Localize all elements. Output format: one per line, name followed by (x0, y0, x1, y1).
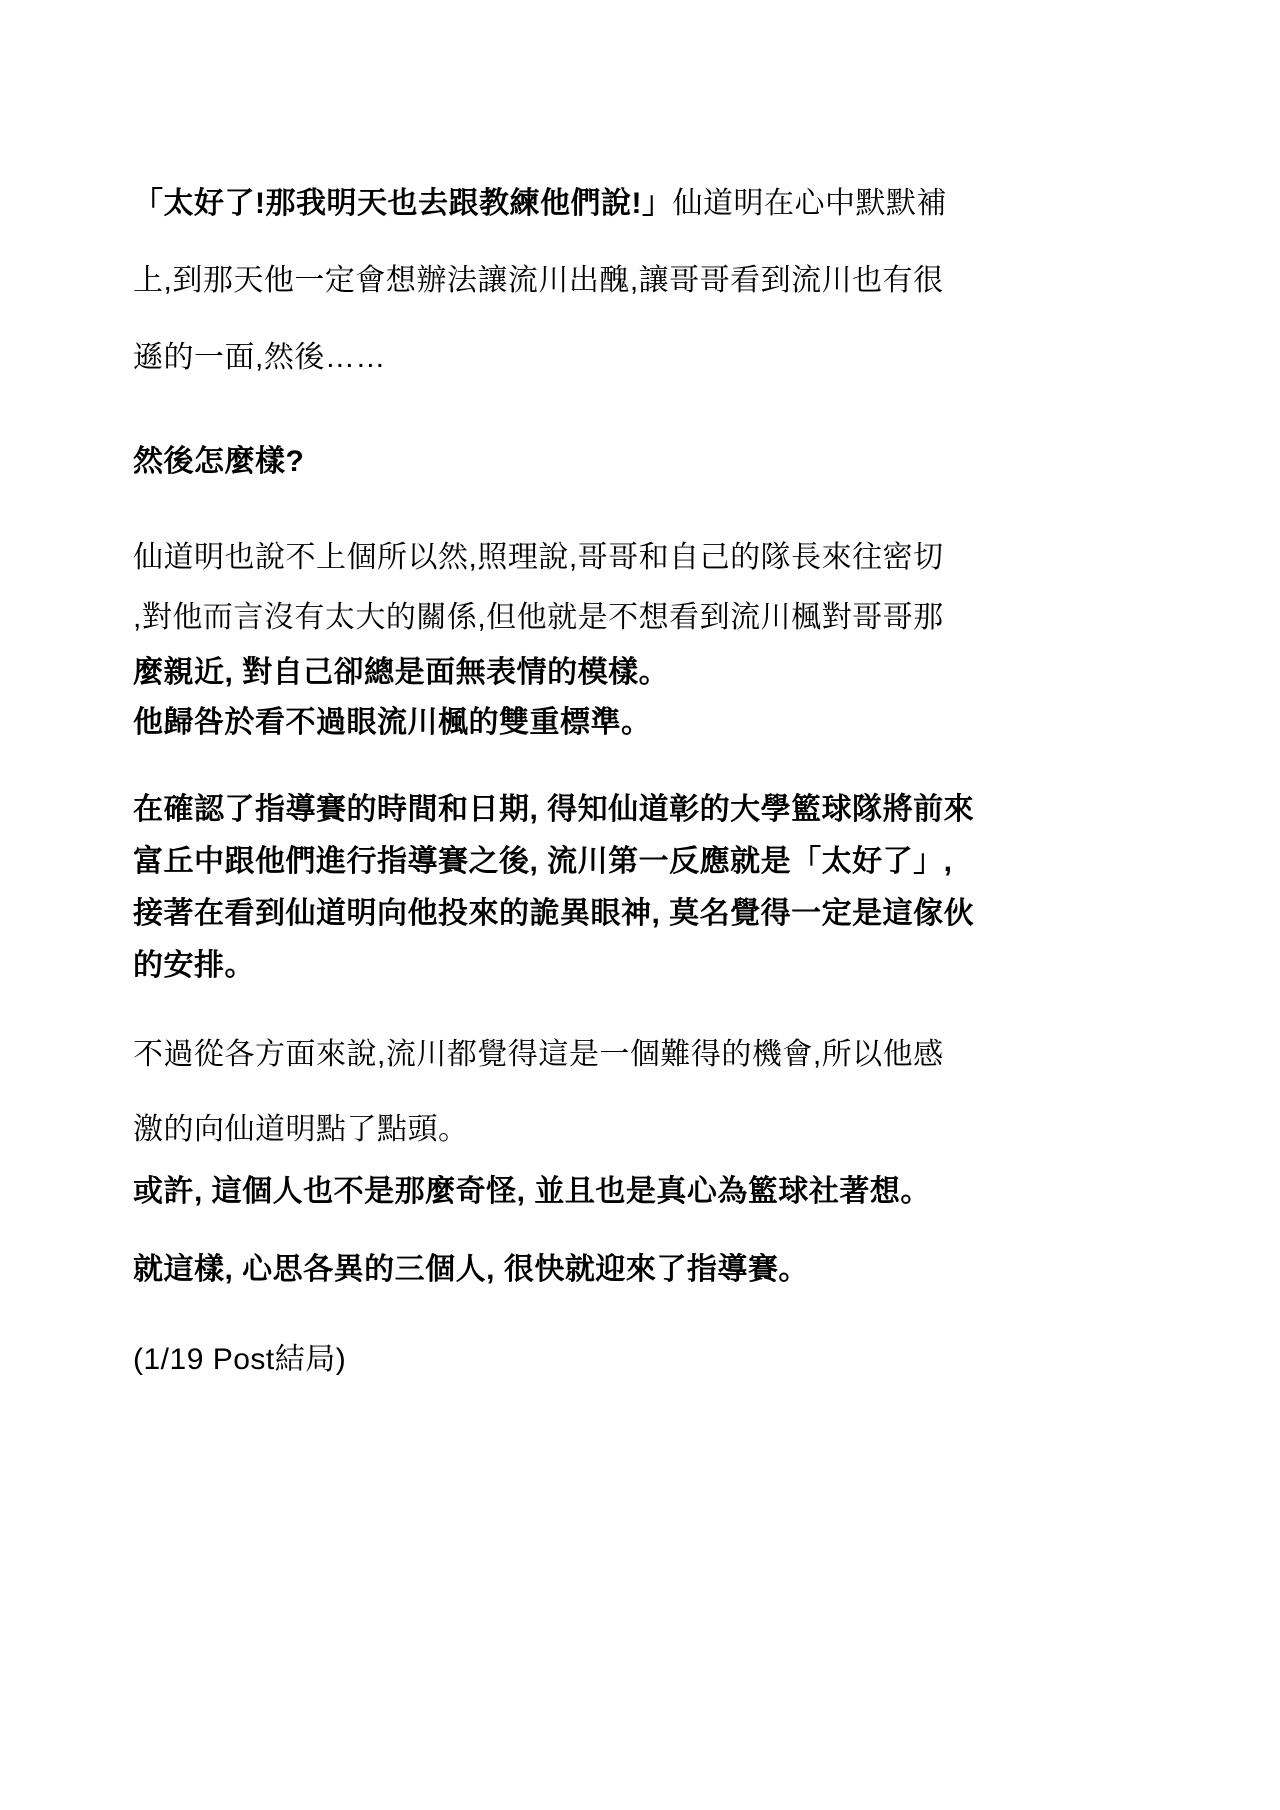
text-line (133, 242, 1013, 319)
text-run: 就這樣, 心思各異的三個人, 很快就迎來了指導賽。 (133, 1253, 809, 1286)
text-line (133, 940, 1013, 992)
text-run: 激的向仙道明點了點頭。 (133, 1113, 469, 1146)
paragraph (133, 437, 1013, 487)
text-run: 然後怎麼樣? (133, 445, 305, 478)
text-line (133, 888, 1013, 940)
text-run: 仙道明也說不上個所以然,照理說,哥哥和自己的隊長來往密切 (133, 541, 944, 574)
paragraph (133, 1017, 1013, 1217)
text-run: 在確認了指導賽的時間和日期, 得知仙道彰的大學籃球隊將前來 (133, 793, 975, 826)
text-line (133, 165, 1013, 242)
text-line (133, 437, 1013, 487)
text-line (133, 784, 1013, 836)
text-run: 遜的一面,然後…… (133, 341, 386, 374)
text-line (133, 836, 1013, 888)
text-run: 富丘中跟他們進行指導賽之後, 流川第一反應就是「太好了」, (133, 845, 953, 878)
paragraph (133, 1335, 1013, 1385)
text-line (133, 588, 1013, 648)
text-run: (1/19 Post結局) (133, 1343, 347, 1376)
text-line (133, 528, 1013, 588)
text-run: 麼親近, 對自己卻總是面無表情的模樣。 (133, 656, 670, 689)
text-run: 或許, 這個人也不是那麼奇怪, 並且也是真心為籃球社著想。 (133, 1175, 931, 1208)
text-run: 仙道明在心中默默補 (672, 187, 947, 220)
text-line (133, 1245, 1013, 1295)
text-run: 不過從各方面來說,流川都覺得這是一個難得的機會,所以他感 (133, 1038, 944, 1071)
paragraph (133, 1245, 1013, 1295)
text-run: 接著在看到仙道明向他投來的詭異眼神, 莫名覺得一定是這傢伙 (133, 897, 975, 930)
text-line (133, 698, 1013, 748)
text-run: 上,到那天他一定會想辦法讓流川出醜,讓哥哥看到流川也有很 (133, 264, 944, 297)
text-run: ,對他而言沒有太大的關係,但他就是不想看到流川楓對哥哥那 (133, 601, 944, 634)
paragraph (133, 165, 1013, 396)
text-line (133, 1092, 1013, 1167)
paragraph (133, 784, 1013, 992)
text-line (133, 319, 1013, 396)
text-run: 的安排。 (133, 949, 255, 982)
paragraph (133, 528, 1013, 748)
text-run: 「太好了!那我明天也去跟教練他們說!」 (133, 187, 673, 220)
text-line (133, 1017, 1013, 1092)
document-text-block (133, 165, 1013, 1385)
text-run: 他歸咎於看不過眼流川楓的雙重標準。 (133, 706, 652, 739)
text-line (133, 1335, 1013, 1385)
text-line (133, 648, 1013, 698)
text-line (133, 1167, 1013, 1217)
